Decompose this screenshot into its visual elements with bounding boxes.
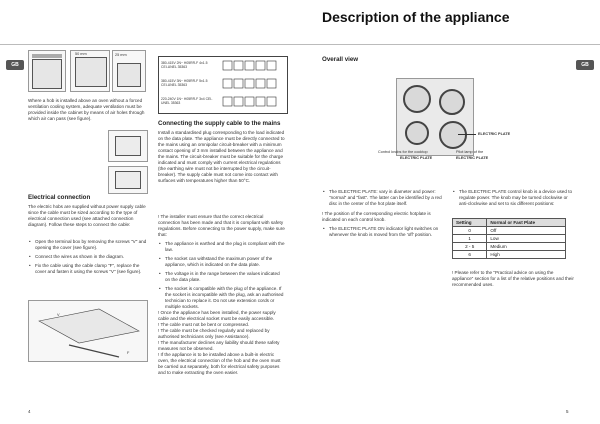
wiring-row-2: 380-415V 3N~ H05RR-F 5x1.5 CEI-UNEL 35363 (161, 79, 208, 87)
mains-text: Install a standardised plug corresponding to the load indicated on the data plate. The appliance must be directly connected to the mains using an omnipolar circuit-breaker with a minimum contact opening of 3 mm installed between the appliance and the mains. The circuit-breaker must be suitable for the charge indicated and must comply with current electrical regulations (the earthing wire must not be interrupted by the circuit-breaker). The supply cable must not come into contact with surfaces with temperatures higher than 50°C. (158, 130, 285, 183)
gb-tab-right: GB (576, 60, 594, 70)
fig-label-1: 50 mm (75, 52, 87, 56)
terminal-box-figure-1 (108, 130, 148, 162)
electrical-bullet-2: • Connect the wires as shown in the diagram. (28, 254, 150, 260)
cable-clamp-graphic (29, 301, 149, 363)
hotplate-4 (439, 121, 467, 149)
setting-cell: 0 (453, 227, 487, 235)
settings-table (452, 218, 566, 259)
electrical-text: The electric hobs are supplied without power supply cable since the cable must be sized according to the type of electrical connection used (see attached connection diagram). Follow these steps to connect the cable: (28, 204, 146, 227)
setting-cell: 1 (453, 235, 487, 243)
page-title: Description of the appliance (322, 9, 510, 25)
plate-cell: Medium (487, 243, 566, 251)
pilot-caption-2: ELECTRIC PLATE (456, 156, 489, 160)
table-row (453, 243, 566, 251)
installer-bullets (158, 238, 286, 310)
plate-cell: Low (487, 235, 566, 243)
mains-heading: Connecting the supply cable to the mains (158, 120, 281, 127)
pilot-caption: Pilot lamp of the (456, 150, 484, 154)
plate-cell: High (487, 251, 566, 259)
overview-heading: Overall view (322, 56, 359, 63)
installation-figure-2 (70, 50, 110, 92)
col2-note: ! Please refer to the "Practical advice on using the appliance" section for a list of the relative positions and their recommended uses. (452, 270, 574, 287)
installer-text: ! The installer must ensure that the correct electrical connection has been made and that it is compliant with safety regulations. Before connecting to the power supply, make sure that: (158, 214, 285, 237)
setting-cell: 2 - 5 (453, 243, 487, 251)
cooktop-intro-text: Where a hob is installed above an oven without a forced ventilation cooling system, adequate ventilation must be provided inside the cabinet by means of air holes through which air can pass (see figure). (28, 98, 145, 121)
col1-bullet-2: • The ELECTRIC PLATE ON indicator light switches on whenever the knob is moved from the 'off' position. (322, 226, 442, 238)
table-header-plate: Normal or Fast Plate (487, 219, 566, 227)
after-install-text: ! Once the appliance has been installed, the power supply cable and the electrical socket must be easily accessible. ! The cable must not be bent or compressed. ! The cable must be checked regularly and replaced by authorised technicians only (see Assistance). ! The manufacturer declines any liability should these safety measures not be observed. ! If the appliance is to be installed above a built-in electric oven, the electrical connection of the hob and the oven must be carried out separately, both for electrical safety purposes and to make extracting the oven easier. (158, 310, 281, 375)
cooktop-figure (396, 78, 474, 156)
gb-tab-left: GB (6, 60, 24, 70)
control-knob-caption: Control knobs for the cooktop (378, 150, 428, 154)
installer-bullet-3: • The voltage is in the range between the values indicated on the data plate. (158, 271, 286, 283)
terminal-box-figure-2 (108, 166, 148, 194)
installer-bullet-2: • The socket can withstand the maximum power of the appliance, which is indicated on the data plate. (158, 256, 286, 268)
col1-bullet-1: • The ELECTRIC PLATE: vary in diameter and power: "normal" and "fast". The latter can be identified by a red disc in the center of the hot plate itself. (322, 189, 442, 207)
installation-figure-1 (28, 50, 66, 92)
page-number-left: 4 (28, 409, 31, 414)
plate-cell: Off (487, 227, 566, 235)
electrical-heading: Electrical connection (28, 194, 91, 201)
hotplate-3 (405, 121, 429, 145)
electrical-bullets (28, 236, 150, 275)
right-col2 (452, 186, 576, 207)
electric-plate-label: ELECTRIC PLATE (478, 132, 511, 136)
page-number-right: 5 (566, 409, 569, 414)
table-row (453, 227, 566, 235)
table-row (453, 251, 566, 259)
installer-bullet-1: • The appliance is earthed and the plug is compliant with the law. (158, 241, 286, 253)
installation-figure-3 (112, 50, 146, 92)
right-col1 (322, 186, 442, 238)
left-rule (0, 44, 300, 45)
right-rule (300, 44, 600, 45)
electrical-bullet-1: • Open the terminal box by removing the screws "V" and opening the cover (see figure). (28, 239, 150, 251)
electrical-bullet-3: • Fix the cable using the cable clamp "F", replace the cover and fasten it using the screws "V" (see figure). (28, 263, 150, 275)
wiring-row-3: 220-240V 1N~ H05RR-F 3x4 CEI-UNEL 35363 (161, 97, 213, 105)
table-header-setting: Setting (453, 219, 487, 227)
hotplate-2 (439, 89, 465, 115)
fig-letter-v: V (57, 313, 60, 317)
fig-label-2: 25 mm (115, 53, 127, 57)
plate-callout-line (458, 134, 476, 135)
wiring-row-1: 380-415V 2N~ H05RR-F 4x1.5 CEI-UNEL 35363 (161, 61, 208, 69)
fig-letter-f: F (127, 351, 130, 355)
left-header-band (0, 0, 300, 31)
cable-clamp-figure (28, 300, 148, 362)
installer-bullet-4: • The socket is compatible with the plug of the appliance. If the socket is incompatible with the plug, ask an authorised technician to replace it. Do not use extension cords or multiple sockets. (158, 286, 286, 310)
wiring-diagram (158, 56, 288, 114)
table-row (453, 235, 566, 243)
col1-note: ! The position of the corresponding electric hotplate is indicated on each control knob. (322, 211, 431, 222)
hotplate-1 (403, 85, 431, 113)
col2-bullet: • The ELECTRIC PLATE control knob is a device used to regulate power. The knob may be turned clockwise or anti-clockwise and set to six different positions: (452, 189, 576, 207)
setting-cell: 6 (453, 251, 487, 259)
control-knob-caption-2: ELECTRIC PLATE (400, 156, 433, 160)
terminal-block-graphic (221, 59, 285, 113)
